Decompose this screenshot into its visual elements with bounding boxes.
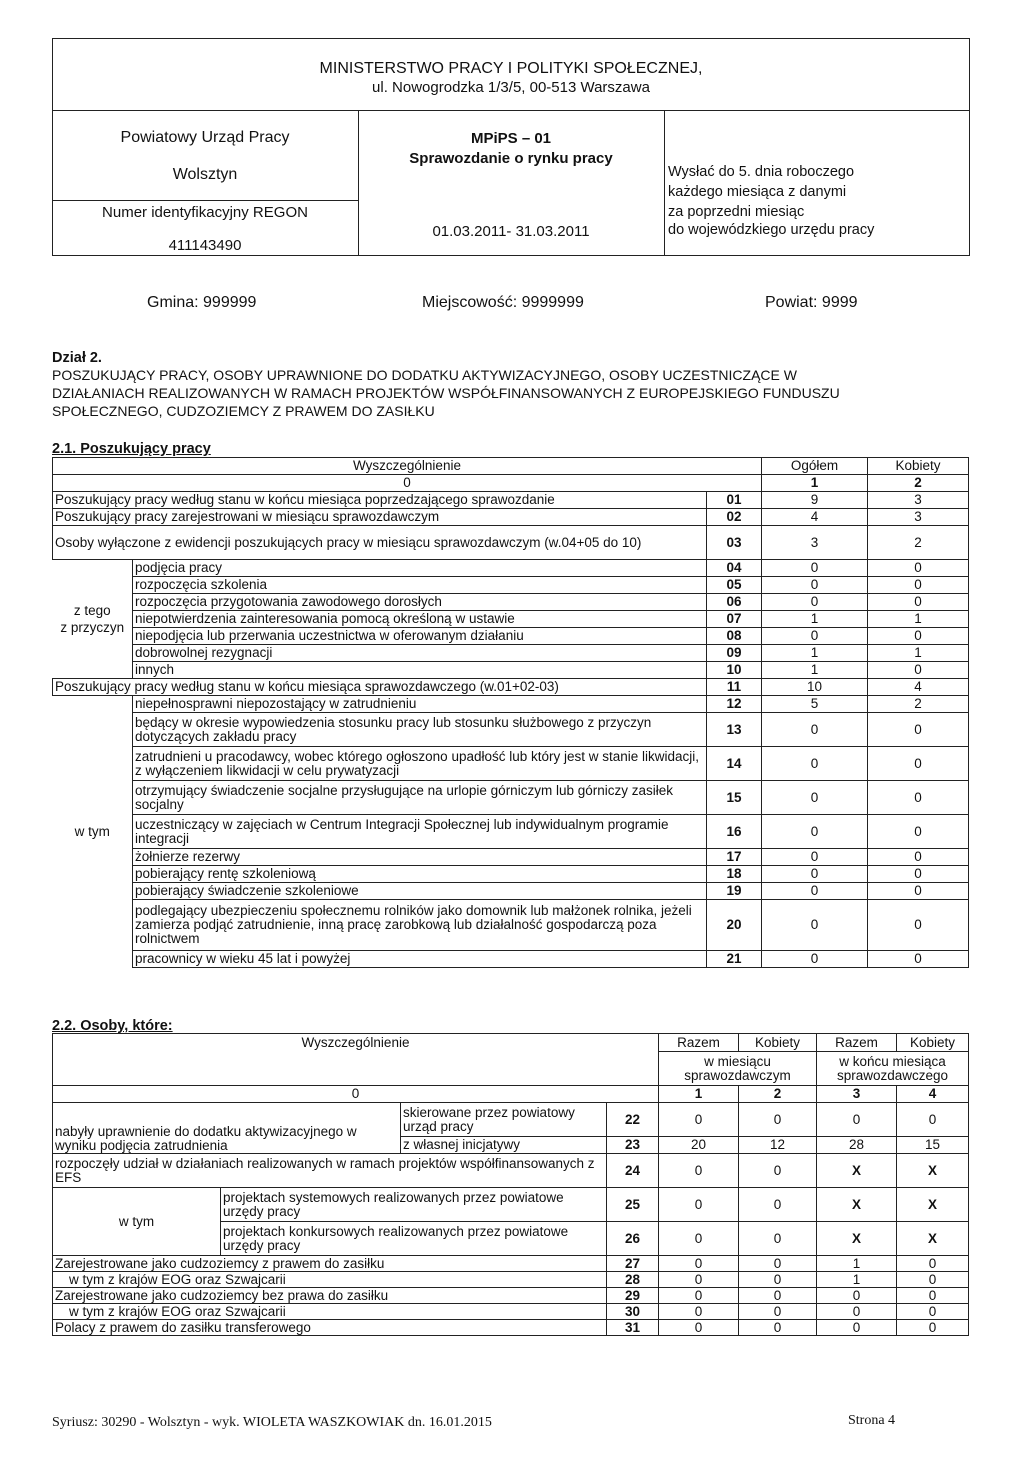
row-c1: 0 (659, 1222, 739, 1256)
row-label: skierowane przez powiatowy urząd pracy (401, 1103, 607, 1137)
row-label: pobierający rentę szkoleniową (133, 866, 707, 883)
table-2-2 (52, 1033, 969, 1336)
table-row (53, 866, 969, 883)
row-label: Poszukujący pracy według stanu w końcu miesiąca poprzedzającego sprawozdanie (53, 492, 707, 509)
table-row (53, 900, 969, 951)
row-label: pobierający świadczenie szkoleniowe (133, 883, 707, 900)
row-c2: 0 (739, 1272, 817, 1288)
t2-colnum-1: 1 (659, 1086, 739, 1103)
row-c4: 0 (897, 1272, 969, 1288)
row-women: 0 (868, 628, 969, 645)
row-c4: 0 (897, 1320, 969, 1336)
row-total: 0 (762, 560, 868, 577)
table-row (53, 645, 969, 662)
regon-divider (52, 200, 358, 201)
table-row (53, 1288, 969, 1304)
row-c4: X (897, 1154, 969, 1188)
regon-label: Numer identyfikacyjny REGON (102, 204, 308, 221)
row-number: 07 (707, 611, 762, 628)
row-c2: 0 (739, 1288, 817, 1304)
row-c3: X (817, 1154, 897, 1188)
table-row (53, 679, 969, 696)
row-label: pracownicy w wieku 45 lat i powyżej (133, 951, 707, 968)
t1-colnum-1: 1 (762, 475, 868, 492)
row-total: 0 (762, 866, 868, 883)
row-number: 27 (607, 1256, 659, 1272)
row-label: podlegający ubezpieczeniu społecznemu rolników jako domownik lub małżonek rolnika, jeżeli zamierza podjąć zatrudnienie, inną pracę zarobkową lub działalność gospodarczą poza rolnictwem (133, 900, 707, 951)
row-label: rozpoczęcia przygotowania zawodowego dorosłych (133, 594, 707, 611)
row-c2: 0 (739, 1256, 817, 1272)
table-2-1 (52, 457, 969, 968)
row-c3: 0 (817, 1103, 897, 1137)
table-row (53, 628, 969, 645)
group-label-z-tego (53, 560, 133, 679)
t1-header-total: Ogółem (762, 458, 868, 475)
t2-header-razem-end: Razem (817, 1034, 897, 1052)
table-row (53, 1304, 969, 1320)
row-total: 10 (762, 679, 868, 696)
row-label: Polacy z prawem do zasiłku transferowego (53, 1320, 607, 1336)
table-row (53, 577, 969, 594)
row-label: w tym z krajów EOG oraz Szwajcarii (53, 1272, 607, 1288)
miejscowosc-field: Miejscowość: 9999999 (422, 294, 584, 311)
row-total: 1 (762, 645, 868, 662)
row-total: 0 (762, 747, 868, 781)
header-col-divider-2 (664, 110, 665, 256)
row-c4: 0 (897, 1304, 969, 1320)
t1-colnum-2: 2 (868, 475, 969, 492)
row-number: 15 (707, 781, 762, 815)
row-label: projektach konkursowych realizowanych przez powiatowe urzędy pracy (221, 1222, 607, 1256)
row-label: niepodjęcia lub przerwania uczestnictwa w oferowanym działaniu (133, 628, 707, 645)
t1-colnum-0: 0 (53, 475, 762, 492)
row-number: 12 (707, 696, 762, 713)
row-label: Zarejestrowane jako cudzoziemcy bez prawa do zasiłku (53, 1288, 607, 1304)
table-2-1-title: 2.1. Poszukujący pracy (52, 441, 211, 457)
row-c4: X (897, 1188, 969, 1222)
table-2-2-title: 2.2. Osoby, które: (52, 1018, 173, 1034)
row-number: 24 (607, 1154, 659, 1188)
row-c1: 0 (659, 1288, 739, 1304)
row-women: 0 (868, 849, 969, 866)
row-c1: 20 (659, 1137, 739, 1154)
t2-colnum-4: 4 (897, 1086, 969, 1103)
table-row (53, 883, 969, 900)
row-label: żołnierze rezerwy (133, 849, 707, 866)
row-c1: 0 (659, 1320, 739, 1336)
group-label-line-1: z tego (73, 602, 111, 618)
row-total: 4 (762, 509, 868, 526)
row-women: 0 (868, 560, 969, 577)
ministry-name: MINISTERSTWO PRACY I POLITYKI SPOŁECZNEJ, (319, 60, 703, 77)
send-instruction-3: za poprzedni miesiąc (668, 204, 805, 220)
row-label: dobrowolnej rezygnacji (133, 645, 707, 662)
row-number: 20 (707, 900, 762, 951)
row-women: 0 (868, 866, 969, 883)
row-number: 05 (707, 577, 762, 594)
table-row (53, 594, 969, 611)
row-women: 2 (868, 526, 969, 560)
table-row (53, 1103, 969, 1137)
row-number: 06 (707, 594, 762, 611)
powiat-field: Powiat: 9999 (765, 294, 858, 311)
row-c2: 0 (739, 1304, 817, 1320)
table-row (53, 849, 969, 866)
row-label: w tym z krajów EOG oraz Szwajcarii (53, 1304, 607, 1320)
form-title: Sprawozdanie o rynku pracy (409, 150, 613, 167)
row-c2: 0 (739, 1320, 817, 1336)
row-women: 0 (868, 713, 969, 747)
row-label: innych (133, 662, 707, 679)
row-c1: 0 (659, 1256, 739, 1272)
row-women: 0 (868, 900, 969, 951)
table-row (53, 1154, 969, 1188)
section-desc-line-3: SPOŁECZNEGO, CUDZOZIEMCY Z PRAWEM DO ZASIŁKU (52, 403, 435, 419)
table-row (53, 1256, 969, 1272)
row-number: 19 (707, 883, 762, 900)
office-label: Powiatowy Urząd Pracy (120, 129, 290, 146)
row-c1: 0 (659, 1304, 739, 1320)
row-number: 16 (707, 815, 762, 849)
row-c2: 0 (739, 1154, 817, 1188)
row-women: 0 (868, 577, 969, 594)
row-number: 03 (707, 526, 762, 560)
row-c4: X (897, 1222, 969, 1256)
regon-value: 411143490 (168, 237, 242, 254)
t2-header-spec: Wyszczególnienie (53, 1034, 659, 1086)
row-c3: 0 (817, 1304, 897, 1320)
row-c3: 0 (817, 1288, 897, 1304)
row-c3: 0 (817, 1320, 897, 1336)
section-desc-line-1: POSZUKUJĄCY PRACY, OSOBY UPRAWNIONE DO DODATKU AKTYWIZACYJNEGO, OSOBY UCZESTNICZĄCE W (52, 367, 797, 383)
send-instruction-4: do wojewódzkiego urzędu pracy (668, 222, 875, 238)
row-label: Poszukujący pracy zarejestrowani w miesiącu sprawozdawczym (53, 509, 707, 526)
row-c4: 0 (897, 1288, 969, 1304)
table-row (53, 611, 969, 628)
row-women: 0 (868, 747, 969, 781)
t2-header-kobiety-month: Kobiety (739, 1034, 817, 1052)
row-c2: 0 (739, 1188, 817, 1222)
row-c1: 0 (659, 1154, 739, 1188)
row-label: Poszukujący pracy według stanu w końcu miesiąca sprawozdawczego (w.01+02-03) (53, 679, 707, 696)
table-row (53, 492, 969, 509)
row-women: 4 (868, 679, 969, 696)
row-c2: 12 (739, 1137, 817, 1154)
table-row (53, 696, 969, 713)
row-c2: 0 (739, 1103, 817, 1137)
row-c3: X (817, 1222, 897, 1256)
row-total: 0 (762, 849, 868, 866)
row-number: 23 (607, 1137, 659, 1154)
section-title: Dział 2. (52, 350, 102, 366)
row-number: 17 (707, 849, 762, 866)
row-women: 0 (868, 883, 969, 900)
form-code: MPiPS – 01 (470, 130, 552, 147)
row-number: 21 (707, 951, 762, 968)
row-number: 31 (607, 1320, 659, 1336)
row-total: 3 (762, 526, 868, 560)
group-label-dodatek: nabyły uprawnienie do dodatku aktywizacyjnego w wyniku podjęcia zatrudnienia (53, 1103, 401, 1154)
row-c3: 1 (817, 1272, 897, 1288)
row-women: 2 (868, 696, 969, 713)
row-number: 14 (707, 747, 762, 781)
row-number: 11 (707, 679, 762, 696)
t2-colnum-3: 3 (817, 1086, 897, 1103)
row-c3: X (817, 1188, 897, 1222)
table-row (53, 1320, 969, 1336)
row-label: otrzymujący świadczenie socjalne przysługujące na urlopie górniczym lub górniczy zasiłek socjalny (133, 781, 707, 815)
row-number: 04 (707, 560, 762, 577)
row-c1: 0 (659, 1188, 739, 1222)
t1-header-spec: Wyszczególnienie (53, 458, 762, 475)
row-number: 18 (707, 866, 762, 883)
send-instruction-2: każdego miesiąca z danymi (668, 184, 847, 200)
row-label: Osoby wyłączone z ewidencji poszukujących pracy w miesiącu sprawozdawczym (w.04+05 do 10) (53, 526, 707, 560)
row-women: 1 (868, 611, 969, 628)
group-label-w-tym: w tym (74, 823, 110, 839)
table-row (53, 662, 969, 679)
row-label: będący w okresie wypowiedzenia stosunku pracy lub stosunku służbowego z przyczyn dotyczących zakładu pracy (133, 713, 707, 747)
row-c1: 0 (659, 1272, 739, 1288)
row-label: podjęcia pracy (133, 560, 707, 577)
row-c4: 0 (897, 1256, 969, 1272)
row-label: zatrudnieni u pracodawcy, wobec którego ogłoszono upadłość lub który jest w stanie likwidacji, z wyłączeniem likwidacji w celu prywatyzacji (133, 747, 707, 781)
table-row (53, 815, 969, 849)
row-number: 22 (607, 1103, 659, 1137)
row-total: 0 (762, 900, 868, 951)
table-row (53, 560, 969, 577)
footer-generated-by: Syriusz: 30290 - Wolsztyn - wyk. WIOLETA WASZKOWIAK dn. 16.01.2015 (52, 1415, 492, 1430)
row-number: 09 (707, 645, 762, 662)
table-row (53, 781, 969, 815)
row-total: 0 (762, 594, 868, 611)
row-label: niepełnosprawni niepozostający w zatrudnieniu (133, 696, 707, 713)
row-c2: 0 (739, 1222, 817, 1256)
section-desc-line-2: DZIAŁANIACH REALIZOWANYCH W RAMACH PROJEKTÓW WSPÓŁFINANSOWANYCH Z EUROPEJSKIEGO FUNDUSZU (52, 385, 840, 401)
row-total: 1 (762, 662, 868, 679)
row-total: 0 (762, 781, 868, 815)
table-row (53, 747, 969, 781)
row-c3: 1 (817, 1256, 897, 1272)
row-women: 1 (868, 645, 969, 662)
t2-header-razem-month: Razem (659, 1034, 739, 1052)
t1-header-women: Kobiety (868, 458, 969, 475)
row-total: 1 (762, 611, 868, 628)
row-women: 0 (868, 781, 969, 815)
row-women: 3 (868, 509, 969, 526)
row-number: 01 (707, 492, 762, 509)
send-instruction-1: Wysłać do 5. dnia roboczego (668, 164, 855, 180)
footer-page-number: Strona 4 (848, 1413, 896, 1428)
office-city: Wolsztyn (172, 166, 238, 183)
row-total: 0 (762, 883, 868, 900)
row-c3: 28 (817, 1137, 897, 1154)
row-label: niepotwierdzenia zainteresowania pomocą określoną w ustawie (133, 611, 707, 628)
row-total: 0 (762, 628, 868, 645)
row-total: 5 (762, 696, 868, 713)
t2-colnum-0: 0 (53, 1086, 659, 1103)
row-label: projektach systemowych realizowanych przez powiatowe urzędy pracy (221, 1188, 607, 1222)
row-total: 0 (762, 815, 868, 849)
group-label-w-tym-efs: w tym (53, 1188, 221, 1256)
ministry-address: ul. Nowogrodzka 1/3/5, 00-513 Warszawa (372, 79, 650, 96)
header-divider (52, 110, 970, 111)
row-number: 30 (607, 1304, 659, 1320)
t2-colnum-2: 2 (739, 1086, 817, 1103)
table-row (53, 713, 969, 747)
gmina-field: Gmina: 999999 (147, 294, 257, 311)
t2-header-month: w miesiącu sprawozdawczym (659, 1052, 817, 1086)
row-women: 0 (868, 815, 969, 849)
row-number: 29 (607, 1288, 659, 1304)
row-number: 26 (607, 1222, 659, 1256)
table-row (53, 951, 969, 968)
row-women: 0 (868, 951, 969, 968)
row-label: rozpoczęcia szkolenia (133, 577, 707, 594)
row-total: 9 (762, 492, 868, 509)
row-number: 13 (707, 713, 762, 747)
row-number: 08 (707, 628, 762, 645)
row-total: 0 (762, 951, 868, 968)
group-label-line-2: z przyczyn (60, 619, 125, 635)
row-label: rozpoczęły udział w działaniach realizowanych w ramach projektów współfinansowanych z EFS (53, 1154, 607, 1188)
row-label: z własnej inicjatywy (401, 1137, 607, 1154)
row-number: 25 (607, 1188, 659, 1222)
row-women: 3 (868, 492, 969, 509)
table-row (53, 526, 969, 560)
row-total: 0 (762, 577, 868, 594)
row-number: 02 (707, 509, 762, 526)
row-c4: 0 (897, 1103, 969, 1137)
row-number: 10 (707, 662, 762, 679)
t2-header-kobiety-end: Kobiety (897, 1034, 969, 1052)
table-row (53, 1188, 969, 1222)
row-total: 0 (762, 713, 868, 747)
table-row (53, 509, 969, 526)
row-label: Zarejestrowane jako cudzoziemcy z prawem do zasiłku (53, 1256, 607, 1272)
report-period: 01.03.2011- 31.03.2011 (432, 223, 590, 240)
t2-header-end: w końcu miesiąca sprawozdawczego (817, 1052, 969, 1086)
row-women: 0 (868, 594, 969, 611)
row-c4: 15 (897, 1137, 969, 1154)
row-number: 28 (607, 1272, 659, 1288)
table-row (53, 1272, 969, 1288)
row-women: 0 (868, 662, 969, 679)
row-c1: 0 (659, 1103, 739, 1137)
row-label: uczestniczący w zajęciach w Centrum Integracji Społecznej lub indywidualnym programie integracji (133, 815, 707, 849)
